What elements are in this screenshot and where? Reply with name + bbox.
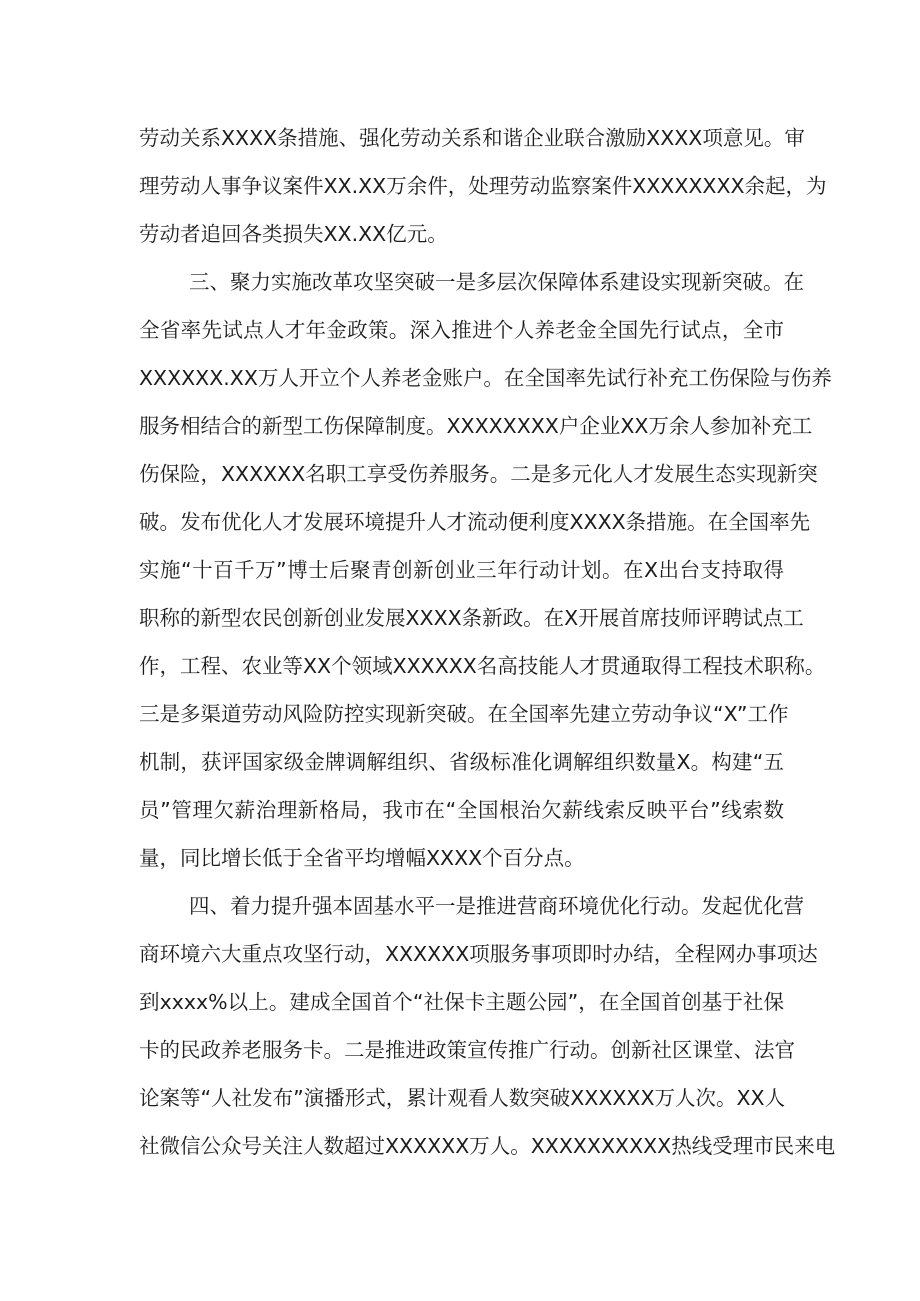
paragraph-line: 论案等“人社发布”演播形式，累计观看人数突破XXXXXX万人次。XX人	[139, 1086, 786, 1110]
paragraph-line: 到xxxx%以上。建成全国首个“社保卡主题公园”，在全国首创基于社保	[139, 990, 784, 1014]
paragraph-line: 社微信公众号关注人数超过XXXXXX万人。XXXXXXXXXX热线受理市民来电	[139, 1134, 836, 1158]
paragraph-line: 实施“十百千万”博士后聚青创新创业三年行动计划。在X出台支持取得	[139, 558, 784, 582]
paragraph-line: 量，同比增长低于全省平均增幅XXXX个百分点。	[139, 846, 585, 870]
paragraph-line: 三是多渠道劳动风险防控实现新突破。在全国率先建立劳动争议“X”工作	[139, 702, 789, 726]
paragraph-line: 员”管理欠薪治理新格局，我市在“全国根治欠薪线索反映平台”线索数	[139, 798, 784, 822]
paragraph-line: 服务相结合的新型工伤保障制度。XXXXXXXX户企业XX万余人参加补充工	[139, 414, 813, 438]
paragraph-line: XXXXXX.XX万人开立个人养老金账户。在全国率先试行补充工伤保险与伤养	[139, 366, 832, 390]
paragraph-line: 伤保险，XXXXXX名职工享受伤养服务。二是多元化人才发展生态实现新突	[139, 462, 818, 486]
paragraph-line: 职称的新型农民创新创业发展XXXX条新政。在X开展首席技师评聘试点工	[139, 606, 804, 630]
paragraph-line: 劳动者追回各类损失XX.XX亿元。	[139, 222, 448, 246]
paragraph-line: 卡的民政养老服务卡。二是推进政策宣传推广行动。创新社区课堂、法官	[139, 1038, 795, 1062]
paragraph-line: 作，工程、农业等XX个领域XXXXXX名高技能人才贯通取得工程技术职称。	[139, 654, 826, 678]
paragraph-line: 破。发布优化人才发展环境提升人才流动便利度XXXX条措施。在全国率先	[139, 510, 811, 534]
paragraph-line: 三、聚力实施改革攻坚突破一是多层次保障体系建设实现新突破。在	[189, 270, 804, 294]
paragraph-line: 理劳动人事争议案件XX.XX万余件，处理劳动监察案件XXXXXXXX余起，为	[139, 174, 827, 198]
paragraph-line: 机制，获评国家级金牌调解组织、省级标准化调解组织数量X。构建“五	[139, 750, 784, 774]
paragraph-line: 劳动关系XXXX条措施、强化劳动关系和谐企业联合激励XXXX项意见。审	[139, 126, 805, 150]
paragraph-line: 全省率先试点人才年金政策。深入推进个人养老金全国先行试点，全市	[139, 318, 784, 342]
paragraph-line: 四、着力提升强本固基水平一是推进营商环境优化行动。发起优化营	[189, 894, 804, 918]
paragraph-line: 商环境六大重点攻坚行动，XXXXXX项服务事项即时办结，全程网办事项达	[139, 942, 818, 966]
